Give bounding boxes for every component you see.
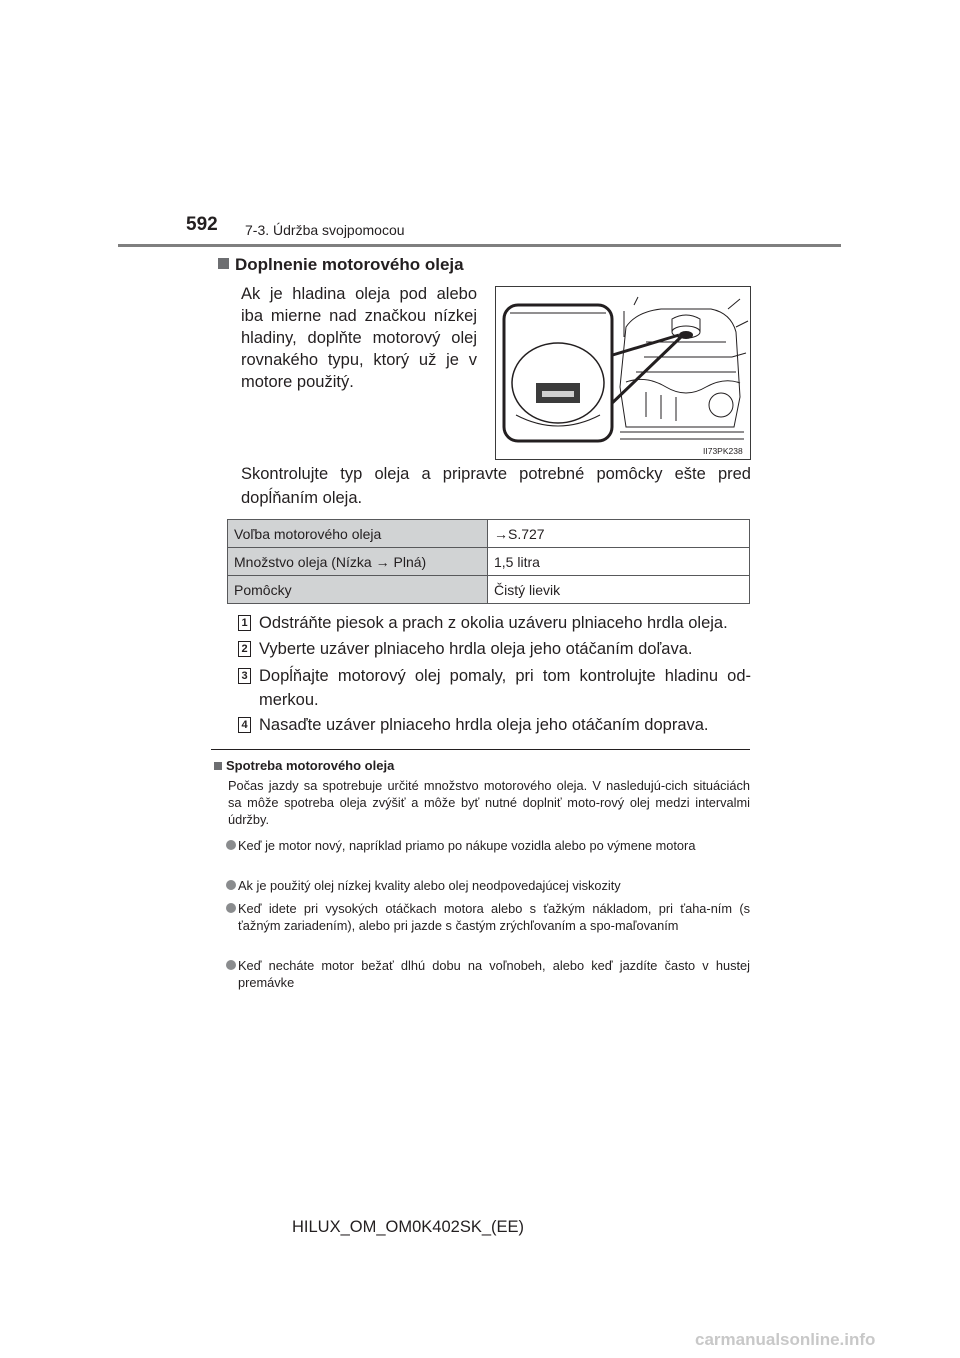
step-text: Vyberte uzáver plniaceho hrdla oleja jeho otáčaním doľava.	[259, 640, 693, 658]
bullet-dot-icon	[226, 840, 236, 850]
section-title	[218, 255, 464, 275]
list-item-text: Ak je použitý olej nízkej kvality alebo olej neodpovedajúcej viskozity	[238, 878, 621, 893]
page-number: 592	[186, 214, 218, 235]
engine-oil-cap-figure	[495, 286, 751, 460]
bullet-dot-icon	[226, 903, 236, 913]
table-value: →S.727	[488, 520, 750, 548]
bullet-dot-icon	[226, 960, 236, 970]
step-text: Nasaďte uzáver plniaceho hrdla oleja jeho otáčaním doprava.	[259, 716, 709, 734]
list-item-text: Keď idete pri vysokých otáčkach motora alebo s ťažkým nákladom, pri ťaha-ním (s ťažným zariadením), alebo pri jazde s častým zrýchľovaním a spo-maľovaním	[238, 901, 750, 933]
note-title	[214, 758, 394, 773]
list-item	[226, 957, 750, 991]
square-bullet-icon	[218, 258, 229, 269]
table-row	[228, 520, 750, 548]
table-label: Voľba motorového oleja	[228, 520, 488, 548]
list-item	[226, 900, 750, 934]
check-paragraph: Skontrolujte typ oleja a pripravte potrebné pomôcky ešte pred dopĺňaním oleja.	[241, 465, 751, 507]
table-row	[228, 548, 750, 576]
list-item	[226, 837, 750, 854]
table-label: Množstvo oleja (Nízka → Plná)	[228, 548, 488, 576]
section-title-text: Doplnenie motorového oleja	[235, 255, 464, 274]
document-footer: HILUX_OM_OM0K402SK_(EE)	[292, 1218, 525, 1236]
intro-paragraph: Ak je hladina oleja pod alebo iba mierne nad značkou nízkej hladiny, doplňte motorový olej rovnakého typu, ktorý už je v motore použitý.	[241, 285, 477, 391]
step-text: Odstráňte piesok a prach z okolia uzáveru plniaceho hrdla oleja.	[259, 614, 728, 632]
list-item	[226, 877, 750, 894]
chapter-title: 7-3. Údržba svojpomocou	[245, 222, 405, 238]
section-divider	[211, 749, 750, 750]
table-row	[228, 576, 750, 604]
list-item-text: Keď je motor nový, napríklad priamo po nákupe vozidla alebo po výmene motora	[238, 838, 696, 853]
step-number: 3	[238, 668, 251, 684]
engine-illustration	[496, 287, 750, 459]
step-number: 2	[238, 641, 251, 657]
list-item-text: Keď necháte motor bežať dlhú dobu na voľnobeh, alebo keď jazdíte často v hustej premávke	[238, 958, 750, 990]
step-number: 4	[238, 717, 251, 733]
header-rule	[118, 244, 841, 247]
bullet-dot-icon	[226, 880, 236, 890]
watermark: carmanualsonline.info	[695, 1330, 876, 1349]
note-paragraph: Počas jazdy sa spotrebuje určité množstvo motorového oleja. V nasledujú-cich situáciách sa môže spotreba oleja zvýšiť a môže byť nutné doplniť moto-rový olej medzi intervalmi údržby.	[228, 778, 750, 827]
square-bullet-icon	[214, 762, 222, 770]
oil-spec-table	[227, 519, 750, 604]
table-label: Pomôcky	[228, 576, 488, 604]
figure-label: II73PK238	[703, 446, 743, 456]
note-title-text: Spotreba motorového oleja	[226, 758, 395, 773]
table-value: 1,5 litra	[488, 548, 750, 576]
step-number: 1	[238, 615, 251, 631]
step-text: Dopĺňajte motorový olej pomaly, pri tom kontrolujte hladinu od-merkou.	[259, 667, 751, 709]
table-value: Čistý lievik	[488, 576, 750, 604]
